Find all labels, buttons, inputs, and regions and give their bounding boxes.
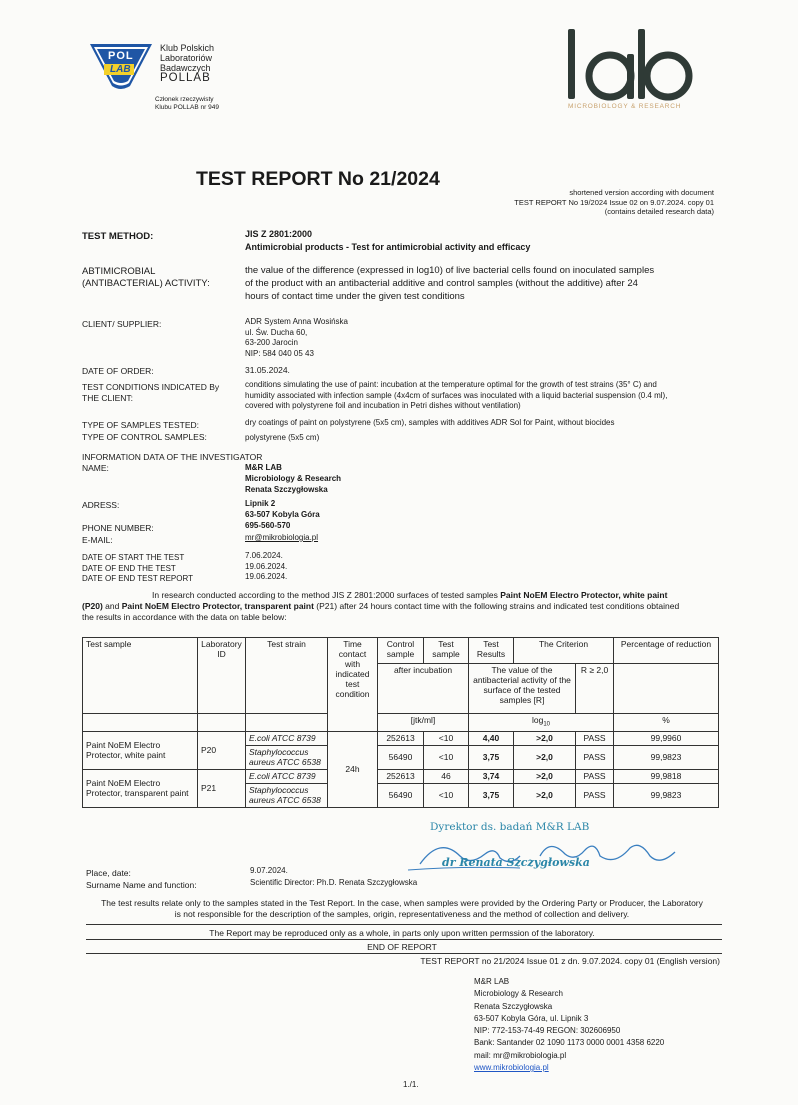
- conditions-label: THE CLIENT:: [82, 392, 134, 403]
- pollab-badge-bottom: LAB: [110, 64, 131, 75]
- divider: [86, 939, 722, 940]
- row-test: 46: [424, 769, 469, 783]
- results-table: [82, 637, 719, 808]
- pollab-member-line: Członek rzeczywisty: [155, 96, 214, 103]
- unit-percent: %: [614, 714, 719, 732]
- header-control-sample: Control sample: [378, 638, 424, 664]
- client-line: NIP: 584 040 05 43: [245, 348, 314, 358]
- header-reduction: Percentage of reduction: [614, 638, 719, 664]
- header-empty: [614, 664, 719, 714]
- unit-empty: [198, 714, 246, 732]
- place-value: 9.07.2024.: [250, 866, 288, 875]
- footer-ref: TEST REPORT no 21/2024 Issue 01 z dn. 9.07.2024. copy 01 (English version): [420, 956, 720, 966]
- row-result: 3,75: [469, 745, 514, 769]
- row-result: 4,40: [469, 731, 514, 745]
- disclaimer-line: is not responsible for the description of the samples, origin, representativeness and the method of collection and delivery.: [174, 909, 630, 919]
- phone-label: PHONE NUMBER:: [82, 523, 154, 533]
- pollab-name-line: Laboratoriów: [160, 53, 213, 63]
- tested-samples-label: TYPE OF SAMPLES TESTED:: [82, 420, 199, 430]
- row-reduction: 99,9818: [614, 769, 719, 783]
- short-version-line: TEST REPORT No 19/2024 Issue 02 on 9.07.2024. copy 01: [514, 197, 714, 207]
- test-method-code: JIS Z 2801:2000: [245, 229, 313, 239]
- row-reduction: 99,9823: [614, 783, 719, 807]
- control-samples-label: TYPE OF CONTROL SAMPLES:: [82, 432, 207, 442]
- pollab-name-line: Klub Polskich: [160, 43, 215, 53]
- footer-line: Renata Szczygłowska: [474, 1001, 553, 1011]
- header-time-contact: Time contact with indicated test condition: [328, 638, 378, 732]
- email-label: E-MAIL:: [82, 535, 113, 545]
- pollab-logo: [86, 40, 246, 100]
- investigator-name-line: Microbiology & Research: [245, 474, 342, 483]
- row-strain: E.coli ATCC 8739: [246, 731, 328, 745]
- footer-line: Microbiology & Research: [474, 989, 563, 999]
- row-pass: PASS: [576, 745, 614, 769]
- order-label: DATE OF ORDER:: [82, 366, 154, 376]
- conditions-line: conditions simulating the use of paint: incubation at the temperature optimal for the growth of test strains (35° C) and: [245, 380, 657, 389]
- row-control: 56490: [378, 745, 424, 769]
- header-activity-value: The value of the antibacterial activity of the surface of the tested samples [R]: [469, 664, 576, 714]
- unit-log: $\log_{10}$: [469, 714, 614, 732]
- surname-value: Scientific Director: Ph.D. Renata Szczygłowska: [250, 878, 418, 887]
- activity-text-line: the value of the difference (expressed in log10) of live bacterial cells found on inoculated samples: [245, 265, 655, 276]
- report-title: TEST REPORT No 21/2024: [196, 168, 440, 190]
- pollab-name-line: Badawczych: [160, 63, 211, 73]
- unit-jtk: [jtk/ml]: [378, 714, 469, 732]
- tested-samples-value: dry coatings of paint on polystyrene (5x5 cm), samples with additives ADR Sol for Paint, without biocides: [245, 418, 615, 427]
- row-time: 24h: [328, 731, 378, 807]
- pollab-name-big: POLLAB: [160, 72, 211, 84]
- test-method-desc: Antimicrobial products - Test for antimicrobial activity and efficacy: [245, 242, 531, 252]
- row-strain: E.coli ATCC 8739: [246, 769, 328, 783]
- divider: [86, 953, 722, 954]
- page-number: 1./1.: [403, 1080, 419, 1089]
- row-control: 252613: [378, 731, 424, 745]
- start-date: 7.06.2024.: [245, 551, 283, 560]
- footer-line: M&R LAB: [474, 977, 510, 986]
- conditions-line: covered with polystyrene foil and incubation in Petri dishes without ventilation): [245, 401, 521, 410]
- end-of-report: END OF REPORT: [367, 942, 437, 952]
- investigator-name-label: NAME:: [82, 463, 109, 473]
- start-date-label: DATE OF START THE TEST: [82, 553, 185, 562]
- client-line: ul. Św. Ducha 60,: [245, 327, 308, 337]
- investigator-name-line: Renata Szczygłowska: [245, 485, 328, 494]
- row-pass: PASS: [576, 783, 614, 807]
- end-date-label: DATE OF END THE TEST: [82, 563, 176, 573]
- row-criterion: >2,0: [514, 769, 576, 783]
- header-criterion: The Criterion: [514, 638, 614, 664]
- conditions-label: TEST CONDITIONS INDICATED By: [82, 382, 220, 392]
- footer-line: Bank: Santander 02 1090 1173 0000 0001 4358 6220: [474, 1038, 665, 1048]
- conditions-line: humidity associated with infection sample (4x4cm of surfaces was inoculated with a liquid bacterial suspension (0.4 ml),: [245, 390, 668, 400]
- signature-stamp: [400, 818, 700, 878]
- investigator-name-line: M&R LAB: [245, 463, 282, 472]
- row-criterion: >2,0: [514, 745, 576, 769]
- row-pass: PASS: [576, 731, 614, 745]
- activity-text-line: hours of contact time under the given test conditions: [245, 291, 465, 302]
- row-test: <10: [424, 783, 469, 807]
- activity-label: ABTIMICROBIAL: [82, 266, 156, 277]
- address-line: 63-507 Kobyla Góra: [245, 510, 320, 519]
- unit-empty: [83, 714, 198, 732]
- stamp-line-1: Dyrektor ds. badań M&R LAB: [430, 821, 590, 833]
- address-line: Lipnik 2: [245, 499, 276, 508]
- header-test-strain: Test strain: [246, 638, 328, 714]
- row-control: 252613: [378, 769, 424, 783]
- test-method-label: TEST METHOD:: [82, 231, 154, 242]
- header-after-incubation: after incubation: [378, 664, 469, 714]
- report-date-label: DATE OF END TEST REPORT: [82, 574, 193, 583]
- place-label: Place, date:: [86, 868, 131, 878]
- end-date: 19.06.2024.: [245, 561, 288, 571]
- row-test: <10: [424, 731, 469, 745]
- short-version-line: (contains detailed research data): [604, 207, 714, 216]
- row-control: 56490: [378, 783, 424, 807]
- lab-logo-subtitle: MICROBIOLOGY & RESEARCH: [568, 103, 682, 110]
- report-date: 19.06.2024.: [245, 572, 288, 581]
- reproduce-note: The Report may be reproduced only as a whole, in parts only upon written permssion of the laboratory.: [209, 928, 595, 938]
- row-reduction: 99,9823: [614, 745, 719, 769]
- client-line: ADR System Anna Wosińska: [245, 317, 349, 326]
- pollab-member-line: Klubu POLLAB nr 949: [155, 104, 219, 111]
- header-r-threshold: R ≥ 2,0: [576, 664, 614, 714]
- row-strain: Staphylococcus aureus ATCC 6538: [246, 745, 328, 769]
- divider: [86, 924, 722, 925]
- client-label: CLIENT/ SUPPLIER:: [82, 319, 162, 329]
- row-pass: PASS: [576, 769, 614, 783]
- header-test-sample: Test sample: [83, 638, 198, 714]
- row-criterion: >2,0: [514, 783, 576, 807]
- activity-text-line: of the product with an antibacterial additive and control samples (without the additive) after 24: [245, 278, 638, 289]
- activity-label: (ANTIBACTERIAL) ACTIVITY:: [82, 278, 210, 289]
- phone-value: 695-560-570: [245, 521, 291, 530]
- pollab-badge-top: POL: [108, 50, 134, 62]
- stamp-line-2: dr Renata Szczygłowska: [442, 856, 590, 869]
- order-value: 31.05.2024.: [245, 365, 290, 375]
- header-test-sample-col: Test sample: [424, 638, 469, 664]
- email-link[interactable]: mr@mikrobiologia.pl: [245, 533, 319, 542]
- row-lab-id: P21: [198, 769, 246, 807]
- row-result: 3,74: [469, 769, 514, 783]
- intro-line-3: the results in accordance with the data on table below:: [82, 612, 287, 622]
- row-reduction: 99,9960: [614, 731, 719, 745]
- lab-logo-icon: [560, 24, 710, 104]
- header-test-results: Test Results: [469, 638, 514, 664]
- row-sample: Paint NoEM Electro Protector, white paint: [83, 731, 198, 769]
- footer-line: NIP: 772-153-74-49 REGON: 302606950: [474, 1026, 621, 1036]
- row-strain: Staphylococcus aureus ATCC 6538: [246, 783, 328, 807]
- footer-www-link[interactable]: www.mikrobiologia.pl: [474, 1063, 549, 1073]
- row-criterion: >2,0: [514, 731, 576, 745]
- short-version-line: shortened version according with document: [569, 188, 714, 197]
- disclaimer-line: The test results relate only to the samples stated in the Test Report. In the case, when samples were provided by the Ordering Party or Producer, the Laboratory: [101, 898, 703, 908]
- row-result: 3,75: [469, 783, 514, 807]
- control-samples-value: polystyrene (5x5 cm): [245, 433, 320, 442]
- client-line: 63-200 Jarocin: [245, 338, 298, 347]
- row-sample: Paint NoEM Electro Protector, transparent paint: [83, 769, 198, 807]
- row-lab-id: P20: [198, 731, 246, 769]
- intro-line-1: In research conducted according to the method JIS Z 2801:2000 surfaces of tested samples Paint NoEM Electro Protector, white paint: [152, 590, 668, 600]
- footer-line: mail: mr@mikrobiologia.pl: [474, 1050, 567, 1060]
- unit-empty: [246, 714, 328, 732]
- header-lab-id: Laboratory ID: [198, 638, 246, 714]
- lab-logo: [560, 24, 710, 114]
- intro-line-2: (P20) and Paint NoEM Electro Protector, transparent paint (P21) after 24 hours contact time with the following strains and indicated test conditions obtained: [82, 601, 680, 611]
- surname-label: Surname Name and function:: [86, 880, 197, 890]
- investigator-heading: INFORMATION DATA OF THE INVESTIGATOR: [82, 452, 263, 462]
- address-label: ADRESS:: [82, 500, 120, 510]
- footer-line: 63-507 Kobyla Góra, ul. Lipnik 3: [474, 1013, 589, 1023]
- row-test: <10: [424, 745, 469, 769]
